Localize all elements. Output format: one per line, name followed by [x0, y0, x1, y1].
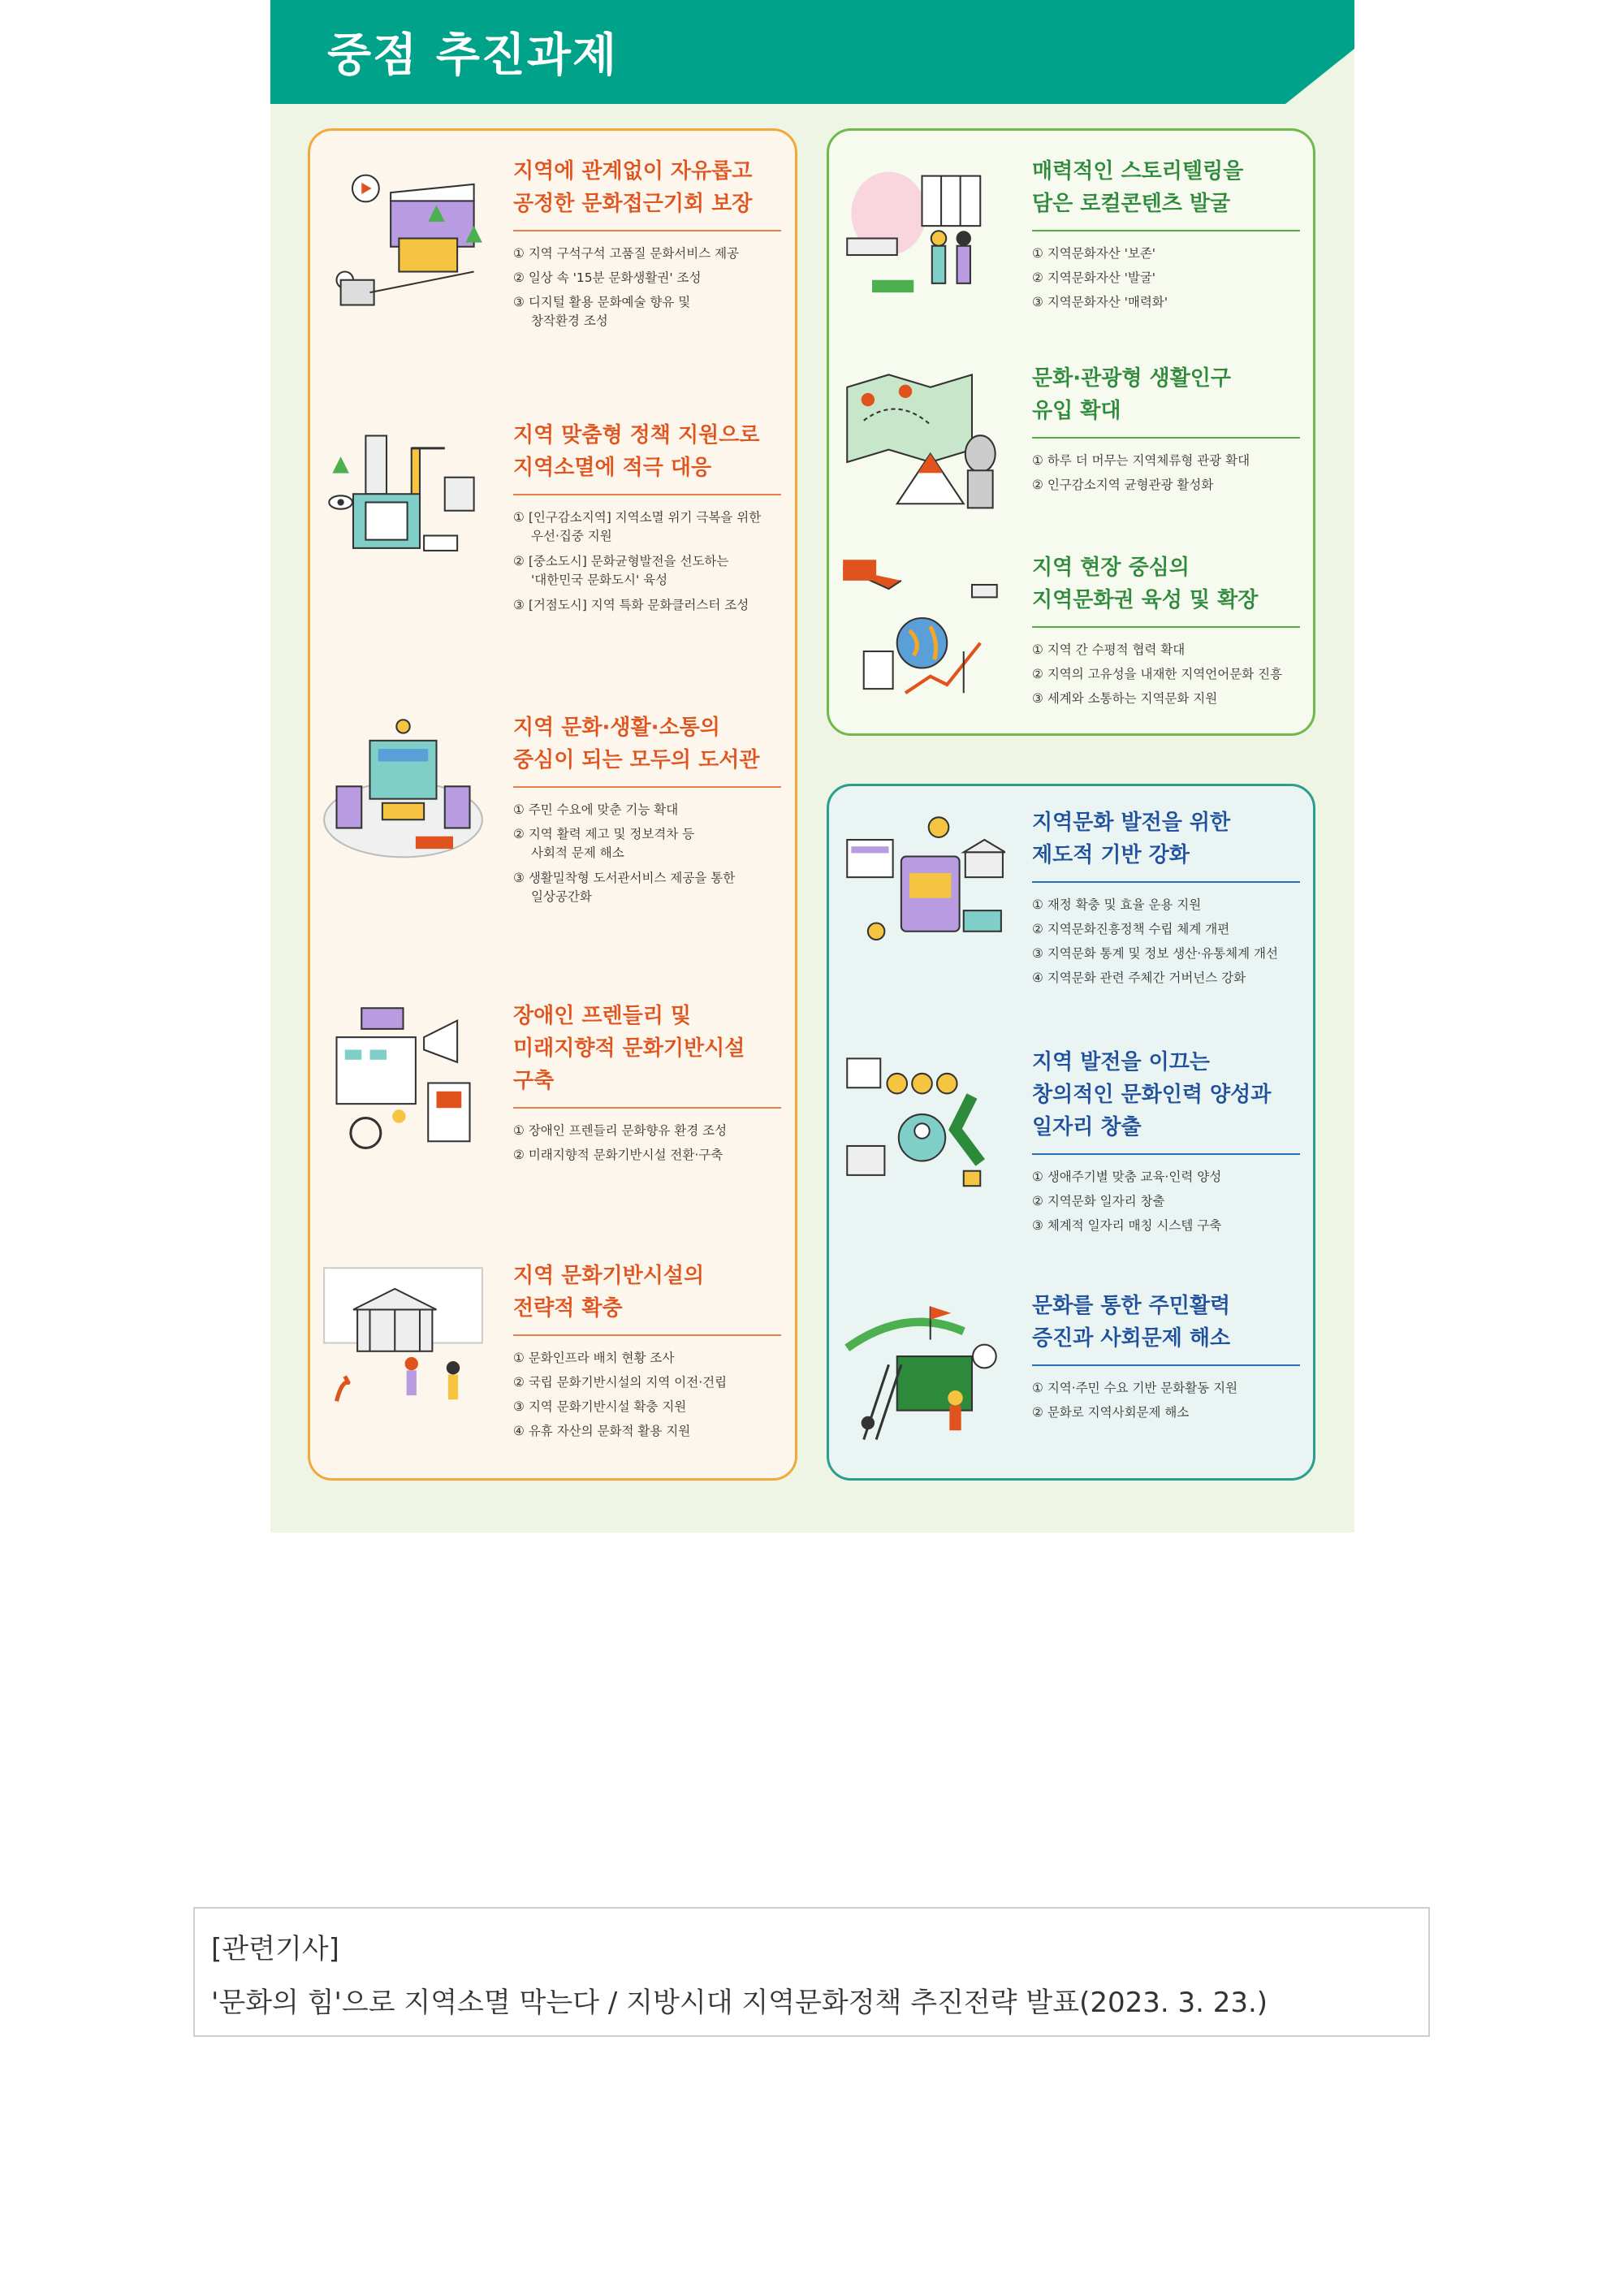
task-title-line: 지역문화 발전을 위한 — [1032, 811, 1231, 835]
sub-item-line: ③ 생활밀착형 도서관서비스 제공을 통한 — [513, 871, 736, 885]
sub-item: ③ 세계와 소통하는 지역문화 지원 — [1032, 691, 1218, 706]
task-title-line: 창의적인 문화인력 양성과 — [1032, 1083, 1272, 1107]
sub-item: ② 미래지향적 문화기반시설 전환·구축 — [513, 1148, 723, 1162]
sub-item: ③ 체계적 일자리 매칭 시스템 구축 — [1032, 1218, 1222, 1233]
divider — [513, 494, 781, 495]
sub-item-line: ② 지역 활력 제고 및 정보격차 등 — [513, 827, 695, 841]
sub-item-continuation: 우선·집중 지원 — [531, 529, 612, 543]
sub-item: ① 주민 수요에 맞춘 기능 확대 — [513, 802, 679, 817]
related-article-label: [관련기사] — [211, 1933, 339, 1965]
divider — [513, 1334, 781, 1336]
task-title-line: 전략적 확충 — [513, 1296, 623, 1321]
divider — [1032, 1153, 1300, 1155]
task-title-line: 일자리 창출 — [1032, 1115, 1142, 1139]
sub-item — [513, 290, 781, 331]
sub-item-line: ③ 디지털 활용 문화예술 향유 및 — [513, 295, 691, 309]
panel-regional-access — [308, 128, 797, 1481]
task-title-line: 담은 로컬콘텐츠 발굴 — [1032, 192, 1231, 216]
sub-item: ① 지역 간 수평적 협력 확대 — [1032, 642, 1186, 657]
related-article-box — [193, 1907, 1430, 2037]
sub-item: ② 국립 문화기반시설의 지역 이전·건립 — [513, 1375, 728, 1390]
library-icon — [320, 711, 486, 878]
infographic-title: 중점 추진과제 — [327, 29, 619, 82]
sub-item: ① 문화인프라 배치 현황 조사 — [513, 1351, 675, 1365]
finance-icon — [839, 806, 1005, 973]
task-title-line: 지역문화권 육성 및 확장 — [1032, 588, 1259, 612]
sub-item — [513, 822, 781, 863]
divider — [1032, 626, 1300, 628]
sub-item: ② 인구감소지역 균형관광 활성화 — [1032, 478, 1214, 492]
sub-item: ① 지역문화자산 '보존' — [1032, 246, 1156, 261]
sub-item: ③ 지역 문화기반시설 확충 지원 — [513, 1399, 687, 1414]
task-title-line: 구축 — [513, 1069, 555, 1093]
divider — [1032, 230, 1300, 231]
accessibility-icon — [320, 1000, 486, 1166]
sub-item: ③ 지역문화자산 '매력화' — [1032, 295, 1168, 309]
sub-item — [513, 505, 781, 546]
panel-local-content — [827, 128, 1315, 736]
sub-item-line: ② [중소도시] 문화균형발전을 선도하는 — [513, 554, 729, 569]
sub-item-continuation: 사회적 문제 해소 — [531, 845, 624, 860]
sub-item-continuation: '대한민국 문화도시' 육성 — [531, 573, 668, 587]
storytelling-icon — [839, 155, 1005, 322]
task-title-line: 장애인 프렌들리 및 — [513, 1004, 692, 1028]
sub-item: ① 지역·주민 수요 기반 문화활동 지원 — [1032, 1381, 1238, 1395]
talent-network-icon — [839, 1046, 1005, 1213]
panel-institutional-base — [827, 784, 1315, 1481]
sub-item: ① 하루 더 머무는 지역체류형 관광 확대 — [1032, 453, 1250, 468]
sub-item: ② 문화로 지역사회문제 해소 — [1032, 1405, 1190, 1420]
sub-item: ③ [거점도시] 지역 특화 문화클러스터 조성 — [513, 598, 749, 612]
task-title-line: 지역소멸에 적극 대응 — [513, 456, 712, 480]
sub-item: ② 지역문화진흥정책 수립 체계 개편 — [1032, 922, 1230, 936]
sub-item — [513, 549, 781, 590]
policy-infographic — [270, 0, 1354, 1533]
sub-item-continuation: 창작환경 조성 — [531, 313, 608, 328]
community-climb-icon — [839, 1290, 1005, 1456]
sub-item: ② 지역의 고유성을 내재한 지역언어문화 진흥 — [1032, 667, 1283, 681]
task-title-line: 공정한 문화접근기회 보장 — [513, 192, 753, 216]
sub-item: ① 지역 구석구석 고품질 문화서비스 제공 — [513, 246, 740, 261]
sub-item: ③ 지역문화 통계 및 정보 생산·유통체계 개선 — [1032, 946, 1278, 961]
sub-item: ① 장애인 프렌들리 문화향유 환경 조성 — [513, 1123, 728, 1138]
related-article-link[interactable]: '문화의 힘'으로 지역소멸 막는다 / 지방시대 지역문화정책 추진전략 발표(2023. 3. 23.) — [211, 1987, 1268, 2019]
task-title-line: 지역 문화기반시설의 — [513, 1264, 705, 1288]
sub-item: ② 지역문화 일자리 창출 — [1032, 1194, 1165, 1209]
task-title-line: 지역 맞춤형 정책 지원으로 — [513, 423, 760, 448]
divider — [1032, 437, 1300, 439]
film-camera-icon — [320, 155, 486, 322]
globe-hand-icon — [839, 551, 1005, 718]
sub-item — [513, 866, 781, 906]
sub-item-line: ① [인구감소지역] 지역소멸 위기 극복을 위한 — [513, 510, 762, 525]
divider — [1032, 1364, 1300, 1366]
task-title-line: 유입 확대 — [1032, 399, 1121, 423]
city-policy-icon — [320, 419, 486, 586]
task-title-line: 매력적인 스토리텔링을 — [1032, 159, 1244, 184]
museum-icon — [320, 1260, 486, 1426]
task-title-line: 문화·관광형 생활인구 — [1032, 366, 1231, 391]
task-title-line: 지역 문화·생활·소통의 — [513, 716, 720, 740]
sub-item: ① 재정 확충 및 효율 운용 지원 — [1032, 897, 1202, 912]
sub-item: ② 일상 속 '15분 문화생활권' 조성 — [513, 270, 702, 285]
sub-item: ② 지역문화자산 '발굴' — [1032, 270, 1156, 285]
map-tourism-icon — [839, 362, 1005, 529]
divider — [513, 1107, 781, 1109]
task-title-line: 중심이 되는 모두의 도서관 — [513, 748, 760, 772]
task-title-line: 제도적 기반 강화 — [1032, 843, 1190, 867]
task-title-line: 지역 발전을 이끄는 — [1032, 1050, 1211, 1074]
task-title-line: 문화를 통한 주민활력 — [1032, 1294, 1231, 1318]
sub-item: ① 생애주기별 맞춤 교육·인력 양성 — [1032, 1170, 1222, 1184]
divider — [513, 786, 781, 788]
sub-item: ④ 유휴 자산의 문화적 활용 지원 — [513, 1424, 691, 1438]
task-title-line: 미래지향적 문화기반시설 — [513, 1036, 745, 1061]
divider — [513, 230, 781, 231]
divider — [1032, 881, 1300, 883]
task-title-line: 증진과 사회문제 해소 — [1032, 1326, 1231, 1351]
sub-item-continuation: 일상공간화 — [531, 889, 592, 904]
task-title-line: 지역 현장 중심의 — [1032, 556, 1190, 580]
task-title-line: 지역에 관계없이 자유롭고 — [513, 159, 753, 184]
sub-item: ④ 지역문화 관련 주체간 거버넌스 강화 — [1032, 971, 1246, 985]
